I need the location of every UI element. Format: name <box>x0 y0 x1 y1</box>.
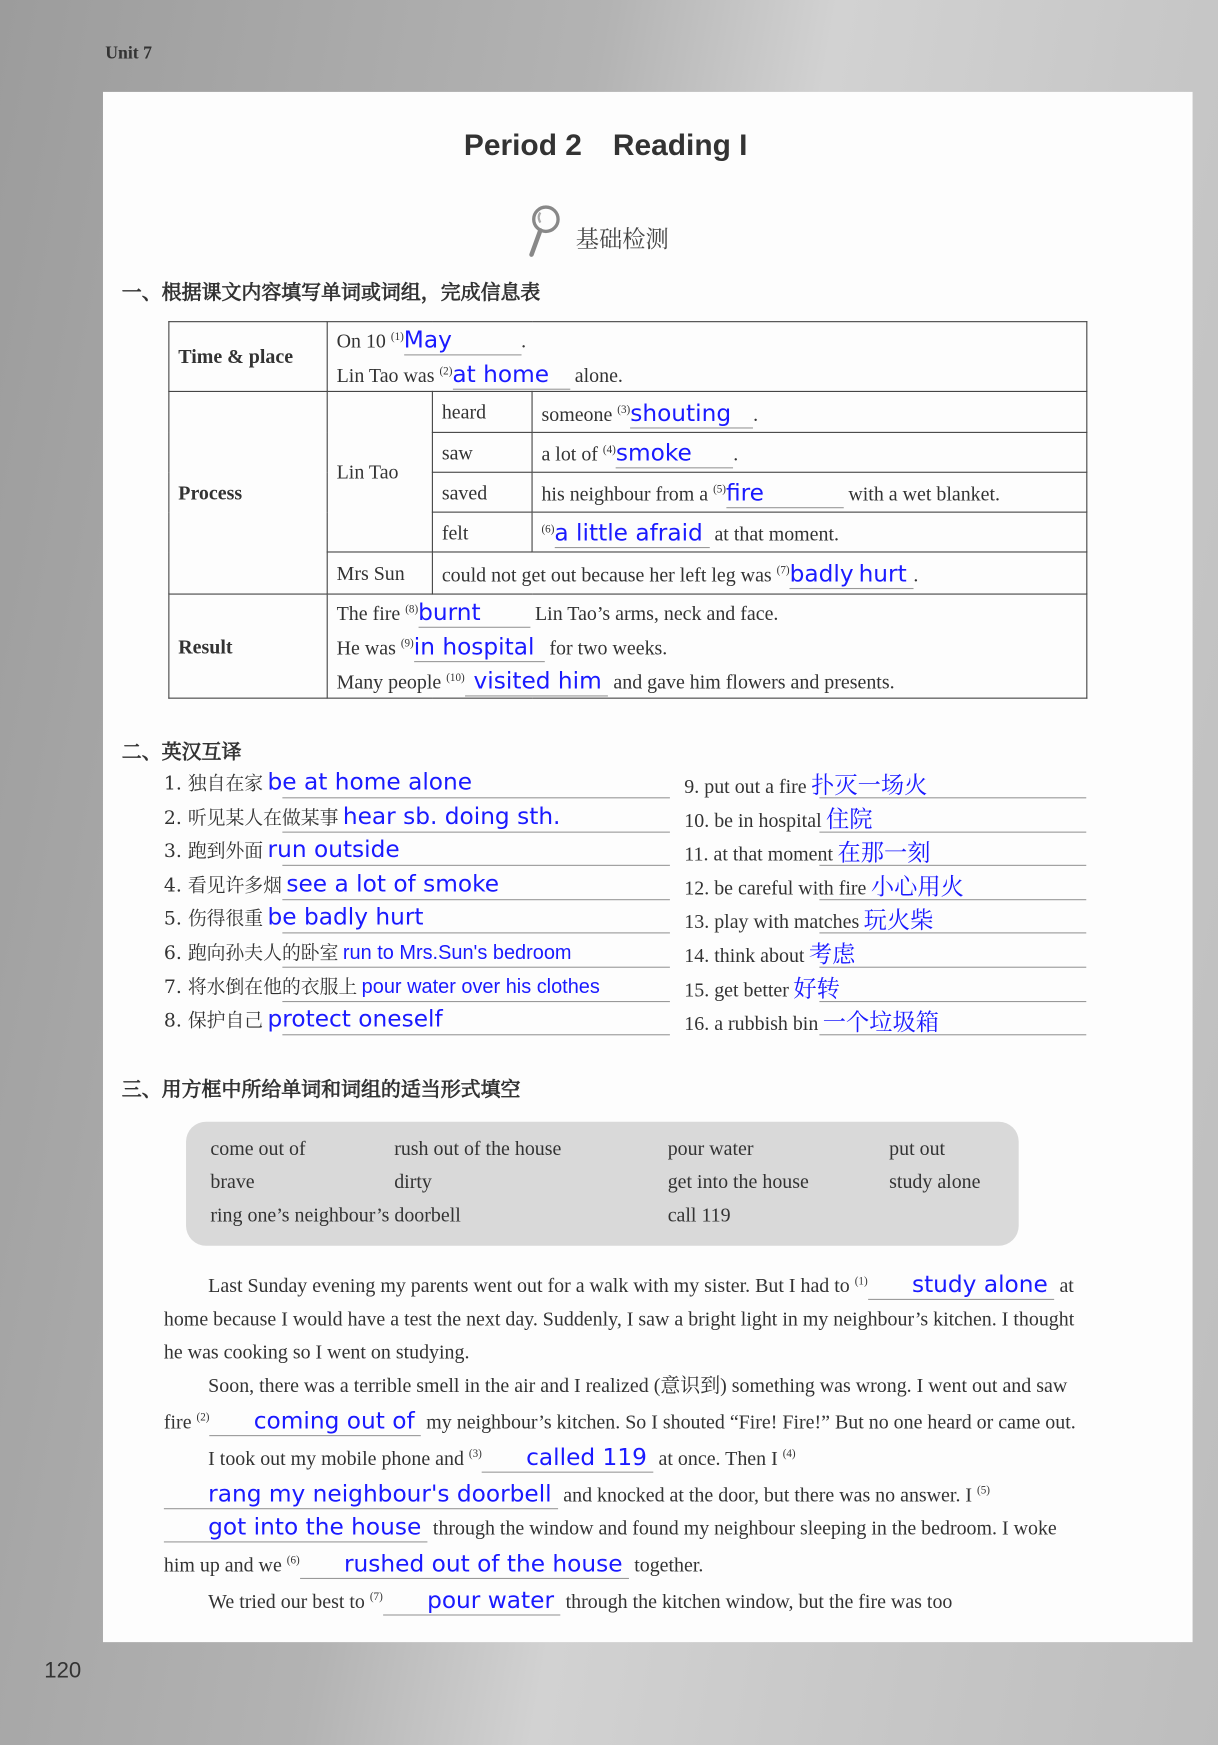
blank-number: (6) <box>541 523 555 536</box>
section3-heading: 三、用方框中所给单词和词组的适当形式填空 <box>121 1078 521 1102</box>
text: my neighbour sleeping in the bedroom. I woke him up and we <box>163 1517 1057 1576</box>
blank-number: (7) <box>369 1591 383 1604</box>
blank-number: (5) <box>977 1484 990 1498</box>
item-answer: be at home alone <box>267 768 473 796</box>
cloze-passage <box>164 1266 1083 1618</box>
process-row-4 <box>532 432 1087 472</box>
item-answer: 扑灭一场火 <box>811 771 928 799</box>
item-prompt: 15. get better <box>684 978 789 1001</box>
magnifier-icon <box>525 204 563 265</box>
section-subtitle: 基础检测 <box>575 225 669 253</box>
item-prompt: 8. 保护自己 <box>163 1009 264 1033</box>
blank-1[interactable] <box>404 327 521 356</box>
item-answer: protect oneself <box>267 1005 443 1033</box>
text: out and saw fire <box>163 1374 1068 1433</box>
cloze-blank-3[interactable] <box>482 1444 654 1473</box>
verb-heard: heard <box>432 391 532 432</box>
answer-line[interactable] <box>819 832 1086 833</box>
answer: rang my neighbour's doorbell <box>208 1480 552 1508</box>
item-answer: hear sb. doing sth. <box>342 802 561 830</box>
text: at home because I would have a test the next day. Suddenly, I saw a bright light <box>163 1274 1074 1330</box>
passage-paragraph <box>164 1369 1083 1439</box>
text: . <box>521 329 527 353</box>
passage-paragraph <box>164 1581 1083 1618</box>
blank-6[interactable] <box>554 519 709 548</box>
item-answer: 住院 <box>826 806 873 833</box>
item-prompt: 5. 伤得很重 <box>163 907 264 931</box>
time-place-label: Time & place <box>169 322 327 392</box>
blank-number: (5) <box>713 483 726 497</box>
answer-line[interactable] <box>819 1034 1086 1035</box>
blank-3[interactable] <box>630 399 753 428</box>
blank-number: (4) <box>782 1448 796 1461</box>
text: alone. <box>574 364 623 387</box>
text: together. <box>634 1553 704 1576</box>
answer-line[interactable] <box>819 797 1086 798</box>
result-label: Result <box>169 594 327 698</box>
translation-item <box>164 937 572 965</box>
translation-item <box>164 835 400 863</box>
text: . <box>913 563 919 586</box>
blank-number: (7) <box>776 564 790 577</box>
verb-felt: felt <box>432 512 532 552</box>
word-option: put out <box>889 1137 946 1160</box>
cloze-blank-6[interactable] <box>300 1550 630 1579</box>
text: with a wet blanket. <box>848 482 1001 505</box>
answer: study alone <box>911 1271 1048 1298</box>
text: his neighbour from a <box>541 482 709 505</box>
item-prompt: 13. play with matches <box>684 910 860 933</box>
translation-item <box>164 1004 443 1032</box>
item-answer: 小心用火 <box>870 873 964 901</box>
answer-line[interactable] <box>282 1034 670 1035</box>
section1-heading: 一、根据课文内容填写单词或词组，完成信息表 <box>121 281 541 305</box>
text: could not get out because her left leg was <box>441 563 772 586</box>
verb-saw: saw <box>432 432 532 472</box>
answer: visited him <box>473 667 602 695</box>
item-answer: be badly hurt <box>267 903 424 931</box>
translation-item <box>164 802 561 830</box>
translation-item <box>684 835 930 868</box>
item-answer: run to Mrs.Sun's bedroom <box>342 941 572 964</box>
item-prompt: 7. 将水倒在他的衣服上 <box>163 976 358 999</box>
answer-line[interactable] <box>819 967 1086 968</box>
mrssun-row <box>432 552 1086 594</box>
blank-number: (9) <box>400 637 414 650</box>
blank-number: (1) <box>854 1275 868 1288</box>
answer-line[interactable] <box>819 865 1086 866</box>
lintao-label: Lin Tao <box>327 391 432 552</box>
text: a lot of <box>541 442 598 466</box>
text: Soon, there was a terrible smell in the air and I realized (意识到) something was wrong. I went <box>208 1374 968 1397</box>
item-prompt: 2. 听见某人在做某事 <box>163 807 339 830</box>
text: at once. Then I <box>658 1447 778 1470</box>
answer: fire <box>725 479 765 507</box>
blank-5[interactable] <box>726 479 843 508</box>
text: . <box>753 402 759 425</box>
item-prompt: 9. put out a fire <box>684 775 807 798</box>
blank-7[interactable] <box>790 560 914 589</box>
translation-item <box>164 767 472 795</box>
word-option: pour water <box>667 1137 754 1160</box>
text: heard or came out. <box>927 1410 1076 1433</box>
answer-line[interactable] <box>282 832 670 833</box>
text: On 10 <box>336 329 386 353</box>
answer-line[interactable] <box>819 1001 1086 1002</box>
blank-10[interactable] <box>465 668 609 697</box>
word-option: come out of <box>210 1137 306 1160</box>
text: at that moment. <box>714 522 840 545</box>
word-box <box>186 1122 1019 1246</box>
translation-item <box>684 1004 939 1037</box>
word-option: get into the house <box>667 1170 809 1193</box>
item-answer: 玩火柴 <box>863 906 934 934</box>
answer: called 119 <box>526 1443 647 1471</box>
text: through the window and found <box>432 1517 679 1540</box>
answer: got into the house <box>208 1513 422 1541</box>
period-label: Period 2 <box>463 128 582 162</box>
blank-9[interactable] <box>414 633 545 662</box>
blank-number: (6) <box>286 1554 300 1567</box>
item-prompt: 16. a rubbish bin <box>684 1012 819 1035</box>
word-option: rush out of the house <box>394 1137 562 1160</box>
text: my neighbour’s kitchen. So I shouted “Fire! Fire!” But no one <box>426 1410 923 1433</box>
word-option: ring one’s neighbour’s doorbell <box>210 1203 461 1226</box>
passage-paragraph <box>164 1266 1083 1369</box>
answer: shouting <box>630 399 732 426</box>
item-prompt: 11. at that moment <box>684 842 834 865</box>
answer-line[interactable] <box>282 899 670 900</box>
item-answer: 考虑 <box>808 941 856 968</box>
translation-item <box>684 802 872 835</box>
text: and gave him flowers and presents. <box>613 671 895 694</box>
word-option: brave <box>210 1170 255 1193</box>
translation-item <box>164 902 424 930</box>
text: Many people <box>336 671 442 694</box>
answer: rushed out of the house <box>343 1550 623 1577</box>
blank-number: (10) <box>446 672 465 685</box>
answer: badly <box>789 560 854 587</box>
item-prompt: 3. 跑到外面 <box>163 840 264 863</box>
answer-line[interactable] <box>282 967 670 968</box>
text: Last Sunday evening my parents went out for a walk with my sister. But I had to <box>208 1274 850 1297</box>
process-row-3 <box>532 391 1087 432</box>
topic-label: Reading I <box>612 128 748 162</box>
text: and <box>563 1483 593 1506</box>
blank-number: (3) <box>468 1448 482 1461</box>
answer-continued: hurt <box>858 560 907 587</box>
blank-8[interactable] <box>418 599 530 628</box>
text: I took out my mobile phone and <box>208 1447 464 1470</box>
text: The fire <box>336 602 401 625</box>
item-answer: run outside <box>267 836 400 863</box>
answer-line[interactable] <box>282 865 670 866</box>
translation-item <box>684 902 933 935</box>
item-answer: see a lot of smoke <box>286 870 500 897</box>
answer: smoke <box>615 439 692 467</box>
answer: burnt <box>418 599 481 626</box>
text: for two weeks. <box>549 636 668 659</box>
unit-label: Unit 7 <box>105 44 152 64</box>
item-prompt: 6. 跑向孙夫人的卧室 <box>163 942 339 965</box>
cloze-blank-2[interactable] <box>209 1407 421 1436</box>
word-option: dirty <box>394 1170 432 1193</box>
text: in my neighbour’s kitchen. I thought he was cooking so I went on studying. <box>163 1307 1075 1364</box>
text: through the kitchen window, but the fire was too <box>565 1590 953 1613</box>
translation-item <box>684 937 855 970</box>
cloze-blank-5[interactable] <box>164 1514 428 1543</box>
result-cell <box>327 594 1087 698</box>
info-table <box>168 321 1087 699</box>
blank-number: (2) <box>439 365 453 378</box>
time-place-cell <box>327 322 1087 392</box>
process-row-5 <box>532 472 1087 512</box>
answer-line[interactable] <box>819 899 1086 900</box>
cloze-blank-4[interactable] <box>164 1480 558 1509</box>
item-answer: pour water over his clothes <box>361 975 600 998</box>
answer: pour water <box>427 1586 555 1614</box>
translation-item <box>164 869 499 897</box>
item-prompt: 4. 看见许多烟 <box>163 874 282 897</box>
item-answer: 好转 <box>793 975 840 1003</box>
answer-line[interactable] <box>282 797 670 798</box>
word-option: call 119 <box>667 1203 731 1226</box>
answer: at home <box>452 360 550 388</box>
blank-number: (1) <box>390 331 404 344</box>
mrssun-label: Mrs Sun <box>327 552 432 594</box>
blank-2[interactable] <box>452 361 569 390</box>
answer-line[interactable] <box>282 1001 670 1002</box>
page-number: 120 <box>44 1658 82 1684</box>
translation-item <box>684 971 840 1004</box>
page-title <box>0 128 1211 162</box>
cloze-blank-7[interactable] <box>383 1587 561 1616</box>
item-prompt: 1. 独自在家 <box>163 772 264 796</box>
answer: in hospital <box>413 633 535 660</box>
process-row-6 <box>532 512 1087 552</box>
blank-number: (4) <box>602 444 616 457</box>
item-answer: 一个垃圾箱 <box>822 1008 939 1036</box>
item-prompt: 14. think about <box>684 944 805 967</box>
text: . <box>733 442 739 466</box>
item-prompt: 12. be careful with fire <box>684 876 867 900</box>
translation-item <box>684 869 964 902</box>
item-answer: 在那一刻 <box>837 839 931 866</box>
word-option: study alone <box>889 1170 981 1193</box>
translation-item <box>164 971 600 999</box>
translation-item <box>684 767 927 800</box>
blank-4[interactable] <box>616 440 733 469</box>
text: someone <box>541 402 613 425</box>
answer-line[interactable] <box>282 932 670 933</box>
process-label: Process <box>169 391 327 594</box>
answer: a little afraid <box>554 519 703 546</box>
text: He was <box>336 636 396 659</box>
text: We tried our best to <box>208 1590 365 1613</box>
blank-number: (3) <box>617 403 631 416</box>
text: Lin Tao was <box>336 364 435 387</box>
cloze-blank-1[interactable] <box>868 1271 1055 1300</box>
text: knocked at the door, but there was no answer. I <box>597 1483 973 1506</box>
answer: May <box>403 326 452 354</box>
section2-heading: 二、英汉互译 <box>121 740 242 765</box>
passage-paragraph <box>164 1438 1083 1581</box>
text: Lin Tao’s arms, neck and face. <box>534 602 779 625</box>
answer: coming out of <box>253 1407 415 1434</box>
blank-number: (2) <box>196 1411 210 1424</box>
blank-number: (8) <box>405 603 419 616</box>
verb-saved: saved <box>432 472 532 512</box>
item-prompt: 10. be in hospital <box>684 809 822 832</box>
answer-line[interactable] <box>819 932 1086 933</box>
